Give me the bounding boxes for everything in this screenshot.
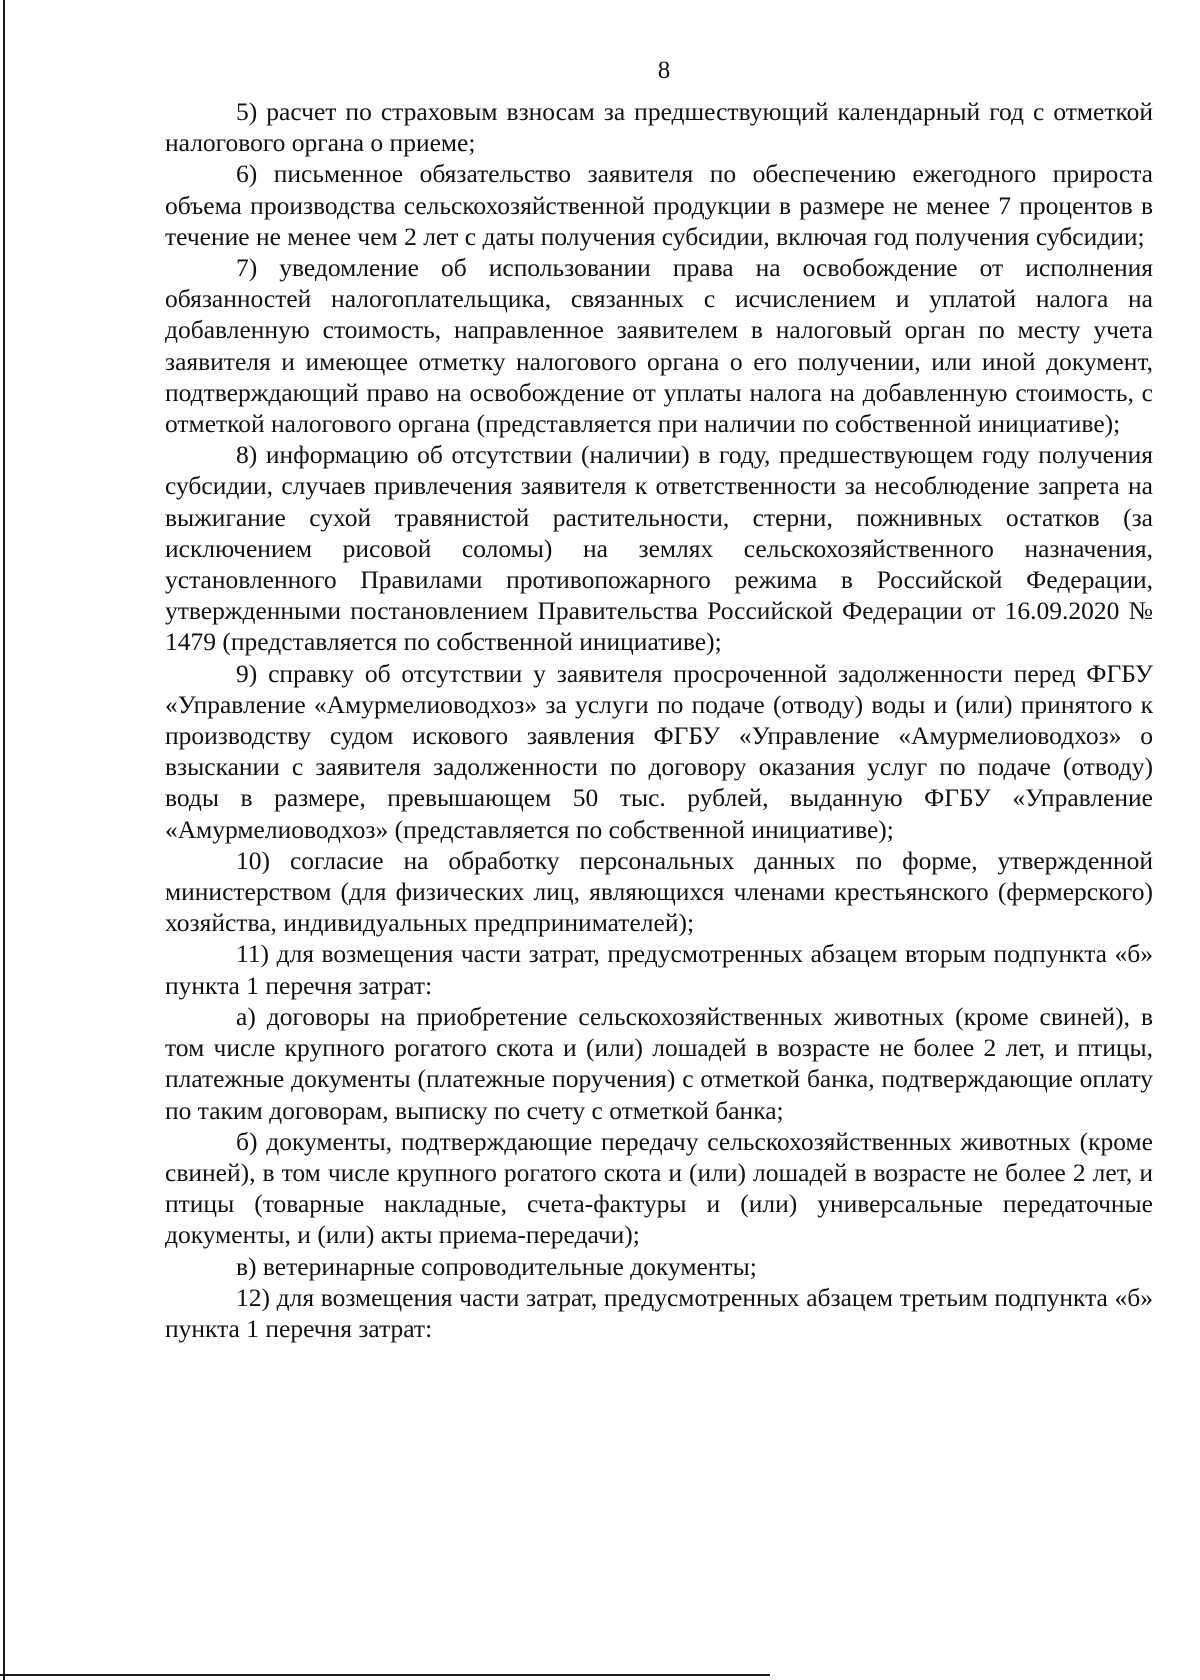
paragraph-item-11: 11) для возмещения части затрат, предусмотренных абзацем вторым подпункта «б» пункта 1 перечня затрат: xyxy=(165,939,1153,1000)
paragraph-item-5: 5) расчет по страховым взносам за предшествующий календарный год с отметкой налогового органа о приеме; xyxy=(165,97,1153,158)
paragraph-item-8: 8) информацию об отсутствии (наличии) в году, предшествующем году получения субсидии, случаев привлечения заявителя к ответственности за несоблюдение запрета на выжигание сухой травянистой растительности, стерни, пожнивных остатков (за исключением рисовой соломы) на землях сельскохозяйственного назначения, установленного Правилами противопожарного режима в Российской Федерации, утвержденными постановлением Правительства Российской Федерации от 16.09.2020 № 1479 (представляется по собственной инициативе); xyxy=(165,440,1153,657)
paragraph-subitem-b: б) документы, подтверждающие передачу сельскохозяйственных животных (кроме свиней), в том числе крупного рогатого скота и (или) лошадей в возрасте не более 2 лет, и птицы (товарные накладные, счета-фактуры и (или) универсальные передаточные документы, и (или) акты приема-передачи); xyxy=(165,1126,1153,1250)
paragraph-item-9: 9) справку об отсутствии у заявителя просроченной задолженности перед ФГБУ «Управление «Амурмелиоводхоз» за услуги по подаче (отводу) воды и (или) принятого к производству судом искового заявления ФГБУ «Управление «Амурмелиоводхоз» о взыскании с заявителя задолженности по договору оказания услуг по подаче (отводу) воды в размере, превышающем 50 тыс. рублей, выданную ФГБУ «Управление «Амурмелиоводхоз» (представляется по собственной инициативе); xyxy=(165,658,1153,844)
paragraph-item-12: 12) для возмещения части затрат, предусмотренных абзацем третьим подпункта «б» пункта 1 перечня затрат: xyxy=(165,1282,1153,1343)
paragraph-subitem-v: в) ветеринарные сопроводительные документы; xyxy=(236,1251,757,1281)
paragraph-item-10: 10) согласие на обработку персональных данных по форме, утвержденной министерством (для физических лиц, являющихся членами крестьянского (фермерского) хозяйства, индивидуальных предпринимателей); xyxy=(165,845,1153,938)
paragraph-subitem-a: а) договоры на приобретение сельскохозяйственных животных (кроме свиней), в том числе крупного рогатого скота и (или) лошадей в возрасте не более 2 лет, и птицы, платежные документы (платежные поручения) с отметкой банка, подтверждающие оплату по таким договорам, выписку по счету с отметкой банка; xyxy=(165,1001,1153,1125)
paragraph-item-7: 7) уведомление об использовании права на освобождение от исполнения обязанностей налогоплательщика, связанных с исчислением и уплатой налога на добавленную стоимость, направленное заявителем в налоговый орган по месту учета заявителя и имеющее отметку налогового органа о его получении, или иной документ, подтверждающий право на освобождение от уплаты налога на добавленную стоимость, с отметкой налогового органа (представляется при наличии по собственной инициативе); xyxy=(165,253,1153,439)
scan-edge-left xyxy=(3,0,5,1680)
scan-edge-bottom xyxy=(0,1674,770,1676)
page-number: 8 xyxy=(657,57,671,84)
paragraph-item-6: 6) письменное обязательство заявителя по обеспечению ежегодного прироста объема производства сельскохозяйственной продукции в размере не менее 7 процентов в течение не менее чем 2 лет с даты получения субсидии, включая год получения субсидии; xyxy=(165,159,1153,251)
document-body xyxy=(165,96,1153,1344)
